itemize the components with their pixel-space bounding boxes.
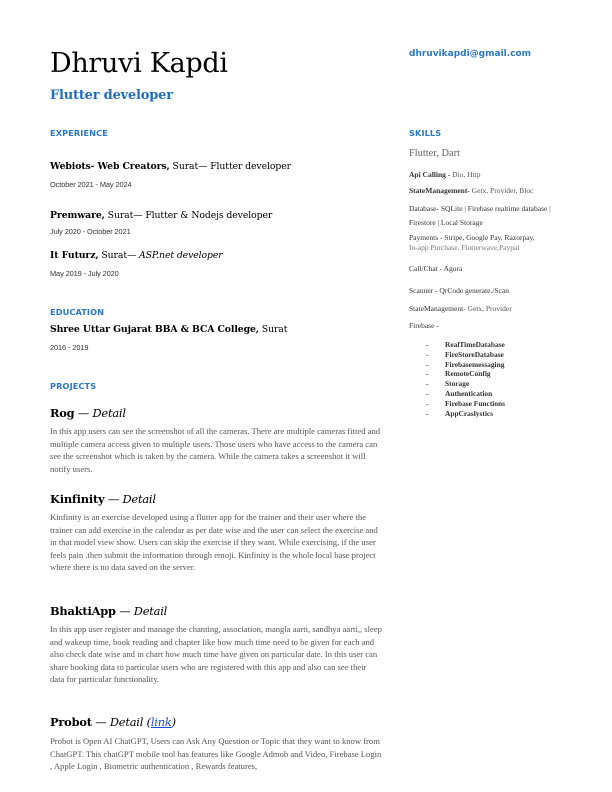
- skill-line: [409, 169, 579, 181]
- list-item-text: RealTimeDatabase: [445, 340, 505, 349]
- list-item: [426, 389, 505, 399]
- job-location: Surat—: [98, 250, 137, 261]
- project-name: Rog: [50, 406, 75, 420]
- job-dates: July 2020 - October 2021: [50, 227, 131, 236]
- project-description: In this app users can see the screenshot of all the cameras. There are multiple cameras fitted and multiple camera access given to multiple users. Those users who have access to the camera can see the screenshot which is taken by the camera. While the camera takes a screenshot it will notify users.: [50, 426, 381, 474]
- skill-line: [409, 233, 579, 253]
- skill-value: Getx, Provider, Bloc: [471, 186, 534, 195]
- job-title: [50, 250, 223, 261]
- list-item-text: Storage: [445, 379, 470, 389]
- skill-line: [409, 202, 569, 230]
- school-name: Shree Uttar Gujarat BBA & BCA College,: [50, 324, 259, 335]
- project-description: Kinfinity is an exercise developed using a flutter app for the trainer and their user where the trainer can add exercise in the calendar as per date wise and the user can select the exercise and in that model view show. Users can skip the exercise if they want. While exercising, if the user feels pain .then submit the information through emoji. Kinfinity is the whole local base project where there is no data saved on the server.: [50, 512, 378, 573]
- project-title: [50, 715, 176, 729]
- bullet-dash: -: [426, 349, 429, 359]
- candidate-name: Dhruvi Kapdi: [50, 48, 228, 79]
- skills-heading: SKILLS: [409, 128, 442, 138]
- bullet-dash: -: [426, 359, 429, 369]
- list-item: [426, 379, 505, 389]
- list-item: [426, 350, 505, 360]
- project-name: Probot: [50, 715, 92, 729]
- skill-label: Call/Chat - Agora: [409, 264, 463, 273]
- list-item: [426, 409, 505, 419]
- skill-label: Api Calling -: [409, 170, 453, 179]
- project-link[interactable]: link: [150, 715, 172, 729]
- project-name: BhaktiApp: [50, 604, 116, 618]
- link-close-paren: ): [171, 715, 176, 729]
- project-description: In this app user register and manage the chanting, association, mangla aarti, sandhya aarti,, sleep and wakeup time, book reading and chapter like how much time need to be given for each and also check date wise and in chart how much time have given on particular date. In this user can share booking data to particular users who are registered with this app and also can see their data for particular functionality.: [50, 624, 382, 685]
- skill-line: [409, 185, 579, 197]
- skill-line: [409, 285, 579, 297]
- project-description: Probot is Open AI ChatGPT, Users can Ask Any Question or Topic that they want to know from ChatGPT. This chatGPT mobile tool has features like Google Admob and Video, Firebase Login , Apple Login , Biometric authentication , Rewards features,: [50, 736, 382, 772]
- title-separator: —: [115, 604, 134, 618]
- list-item: [426, 340, 505, 350]
- skill-line: [409, 303, 579, 315]
- bullet-dash: -: [426, 379, 429, 389]
- skill-label: StateManagement-: [409, 186, 472, 195]
- job-title: [50, 161, 291, 172]
- skill-label: StateManagement-: [409, 304, 468, 313]
- list-item: [426, 399, 505, 409]
- skill-value: Getx, Provider: [467, 304, 512, 313]
- list-item-text: FireStoreDatabase: [445, 349, 504, 359]
- projects-heading: PROJECTS: [50, 381, 97, 391]
- email-link[interactable]: dhruvikapdi@gmail.com: [409, 49, 532, 59]
- firebase-skill-list: [426, 340, 505, 418]
- list-item: [426, 360, 505, 370]
- list-item-text: Firebase Functions: [445, 398, 506, 408]
- job-company: Webiots- Web Creators,: [50, 161, 170, 172]
- list-item-text: RemoteConfig: [445, 369, 491, 379]
- skills-primary: Flutter, Dart: [409, 148, 460, 159]
- project-detail: Detail: [133, 604, 168, 618]
- job-role: Flutter developer: [207, 161, 291, 172]
- bullet-dash: -: [426, 369, 429, 379]
- project-detail: Detail: [92, 406, 126, 420]
- bullet-dash: -: [426, 408, 429, 418]
- bullet-dash: -: [426, 398, 429, 408]
- skill-label: Firebase -: [409, 321, 439, 330]
- bullet-dash: -: [426, 340, 429, 349]
- skill-line: [409, 320, 579, 332]
- project-title: [50, 604, 167, 618]
- list-item-text: Firebasemessaging: [445, 359, 505, 369]
- skill-label: Database- SQLite | Firebase realtime database | Firestore | Local Storage: [409, 204, 551, 227]
- job-location: Surat—: [169, 161, 208, 172]
- skill-label: Payments - Stripe, Google Pay, Razorpay,: [409, 233, 535, 242]
- candidate-title: Flutter developer: [50, 88, 173, 103]
- education-dates: 2016 - 2019: [50, 343, 89, 352]
- experience-heading: EXPERIENCE: [50, 128, 108, 138]
- title-separator: —: [91, 715, 110, 729]
- job-title: [50, 210, 272, 221]
- project-detail: Detail: [122, 492, 156, 506]
- skill-line: [409, 263, 579, 275]
- skill-value: In-app Purchase. Flutterwave,Paypal: [409, 243, 520, 252]
- project-name: Kinfinity: [50, 492, 105, 506]
- title-separator: —: [74, 406, 93, 420]
- skill-value: Dio, Http: [452, 170, 481, 179]
- project-detail: Detail (: [109, 715, 151, 729]
- job-dates: May 2019 - July 2020: [50, 269, 119, 278]
- job-role: Flutter & Nodejs developer: [142, 210, 273, 221]
- list-item-text: AppCraslystics: [445, 408, 494, 418]
- bullet-dash: -: [426, 388, 429, 398]
- education-school: [50, 324, 287, 335]
- list-item-text: Authentication: [445, 388, 493, 398]
- job-role: ASP.net developer: [136, 250, 223, 261]
- job-company: It Futurz,: [50, 250, 99, 261]
- project-title: [50, 492, 156, 506]
- job-dates: October 2021 - May 2024: [50, 180, 132, 189]
- job-location: Surat—: [104, 210, 143, 221]
- project-title: [50, 406, 126, 420]
- job-company: Premware,: [50, 210, 105, 221]
- list-item: [426, 369, 505, 379]
- title-separator: —: [104, 492, 123, 506]
- skill-label: Scanner - QrCode generate./Scan: [409, 286, 509, 295]
- school-location: Surat: [258, 324, 288, 335]
- education-heading: EDUCATION: [50, 307, 105, 317]
